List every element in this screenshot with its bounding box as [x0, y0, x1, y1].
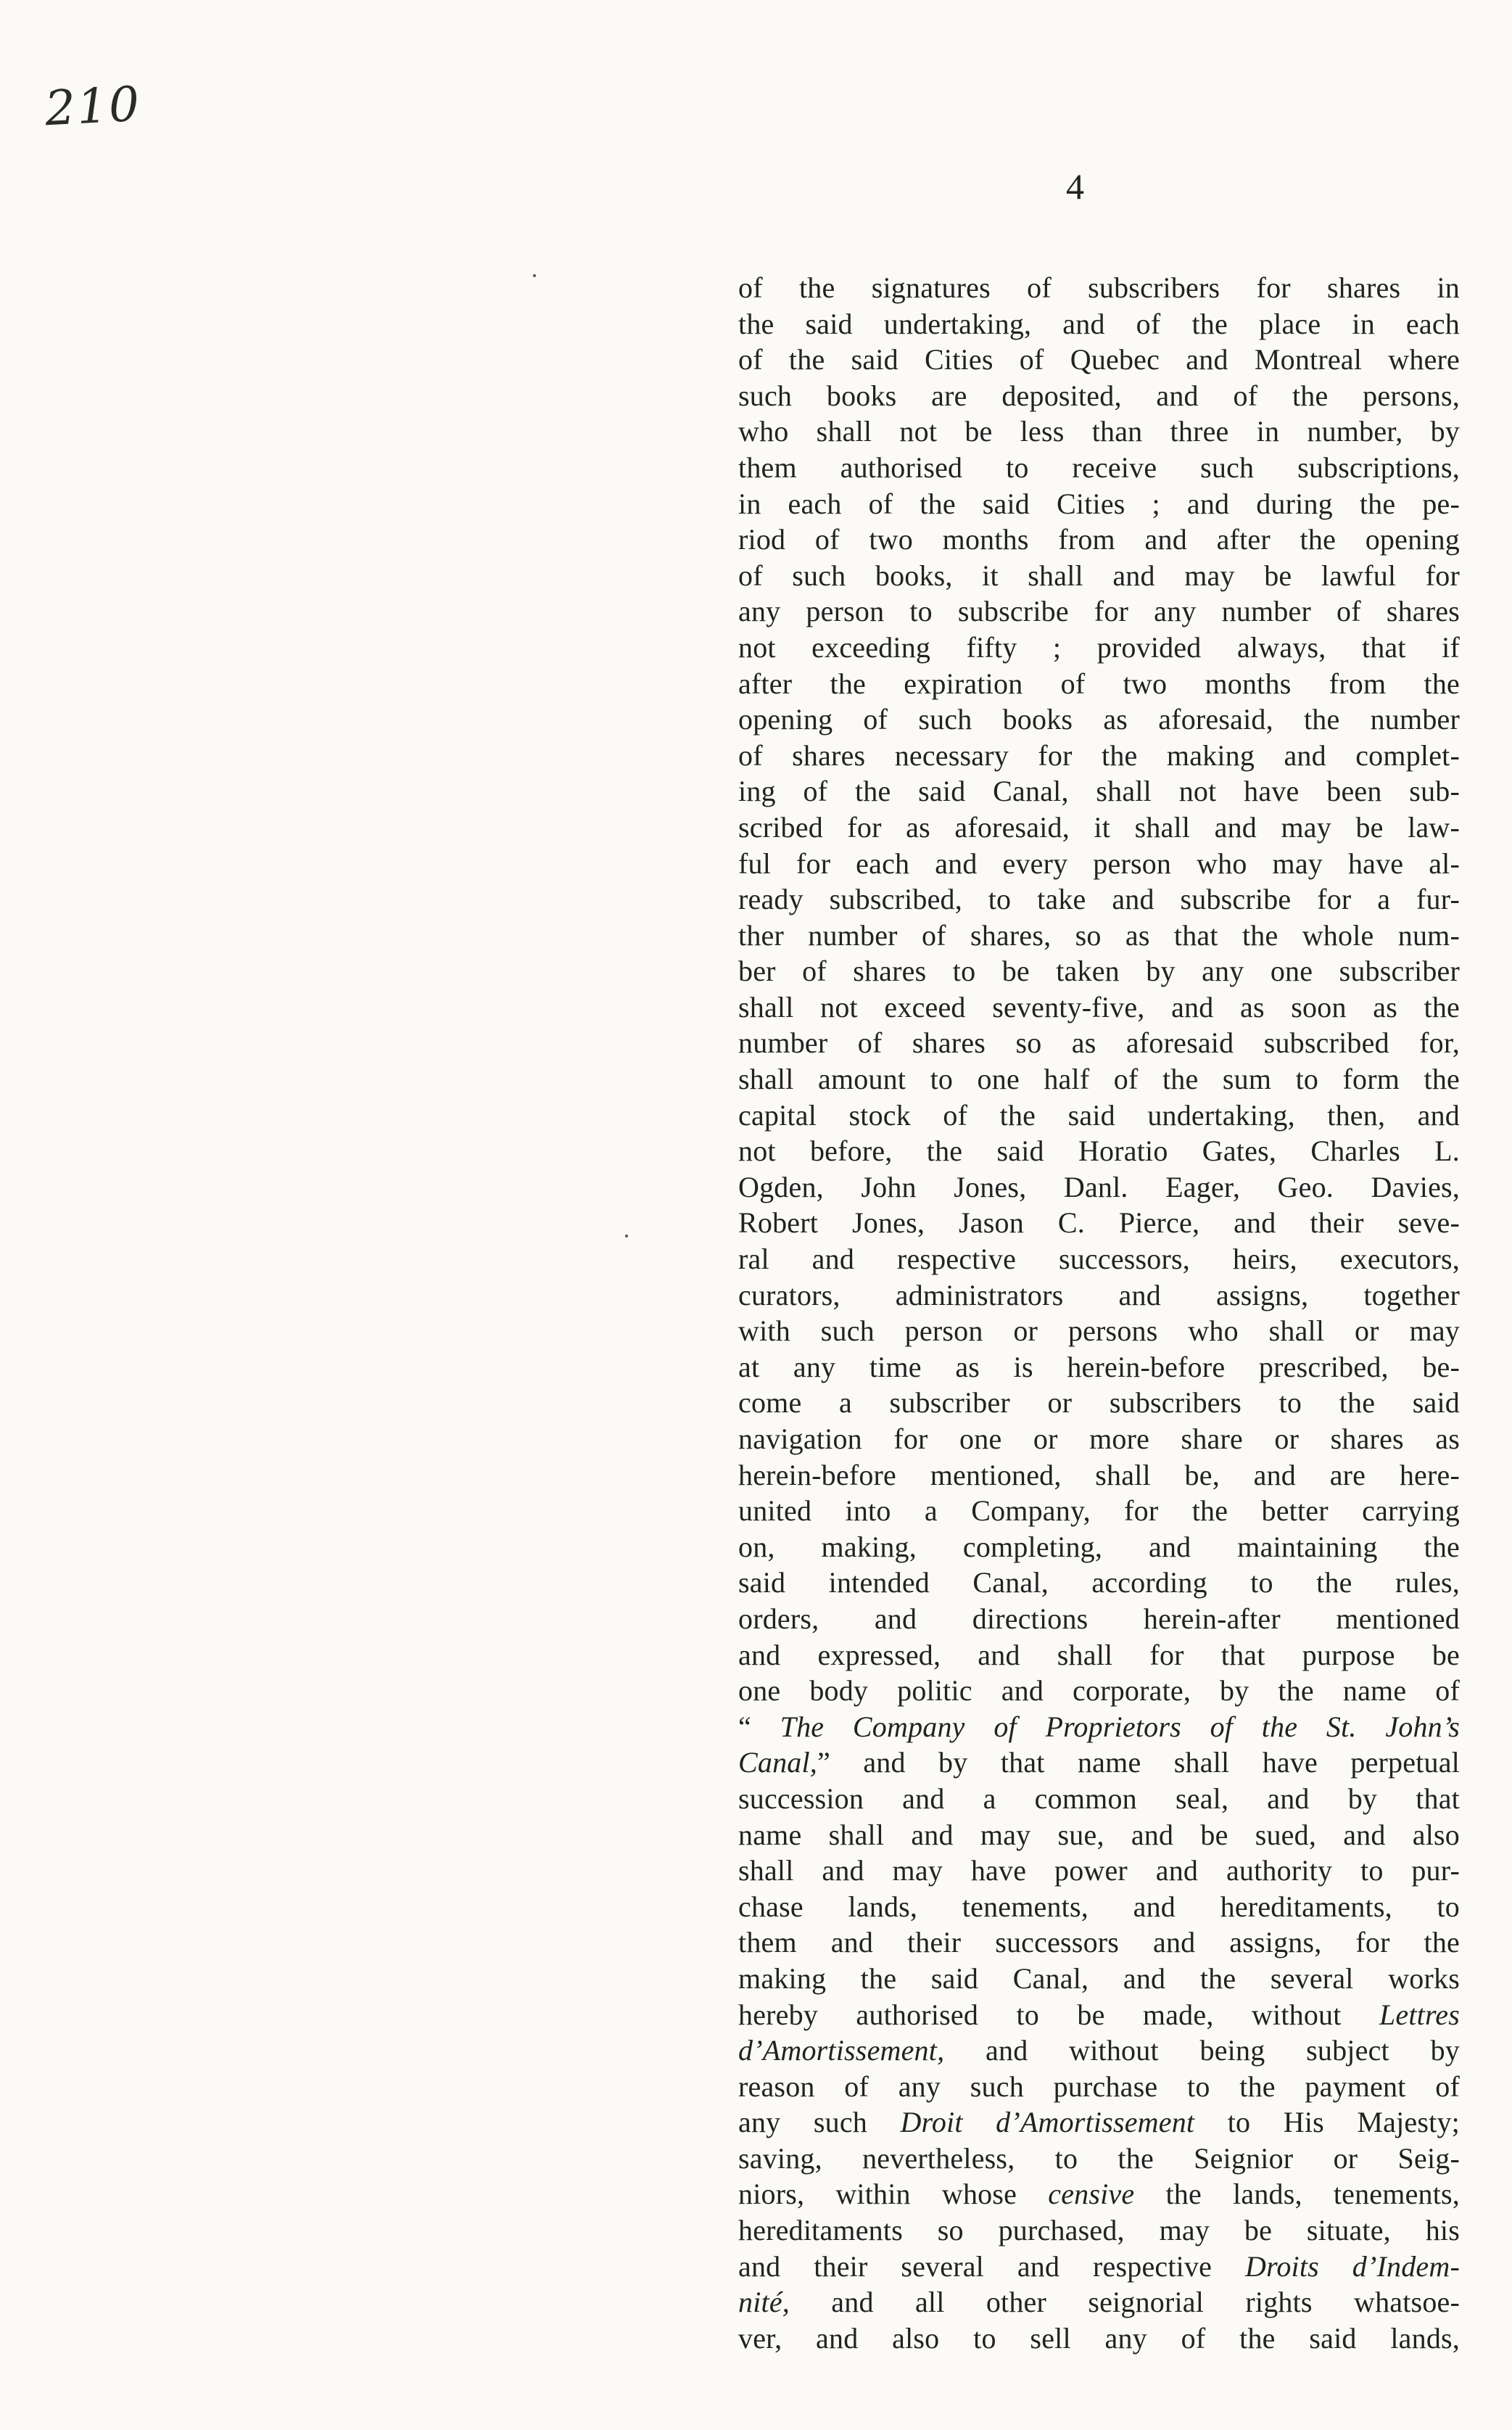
text-line	[738, 1529, 1460, 1565]
text-run: come a subscriber or subscribers to the said	[738, 1386, 1460, 1420]
text-run: on, making, completing, and maintaining the	[738, 1530, 1460, 1563]
text-line	[738, 881, 1460, 918]
text-run: making the said Canal, and the several works	[738, 1961, 1460, 1995]
italic-run: Lettres	[1379, 1998, 1460, 2031]
text-run: ful for each and every person who may have al-	[738, 847, 1460, 880]
text-run: herein-before mentioned, shall be, and are here-	[738, 1458, 1460, 1491]
text-run: chase lands, tenements, and hereditaments, to	[738, 1890, 1460, 1923]
text-run: not before, the said Horatio Gates, Charles L.	[738, 1134, 1460, 1168]
ink-speck	[625, 1235, 628, 1237]
text-line	[738, 918, 1460, 954]
text-line	[738, 1169, 1460, 1206]
text-line	[738, 1637, 1460, 1673]
text-run: shall amount to one half of the sum to form the	[738, 1063, 1460, 1096]
text-line	[738, 413, 1460, 450]
text-line	[738, 1709, 1460, 1745]
text-line	[738, 953, 1460, 989]
italic-run: nité,	[738, 2286, 790, 2319]
text-run: saving, nevertheless, to the Seignior or Seig-	[738, 2141, 1460, 2175]
text-line	[738, 1817, 1460, 1853]
text-line	[738, 1997, 1460, 2033]
text-run: niors, within whose	[738, 2178, 1049, 2211]
text-run: any person to subscribe for any number of shares	[738, 595, 1460, 628]
text-line	[738, 2032, 1460, 2069]
text-run: “	[738, 1710, 780, 1743]
text-line	[738, 1133, 1460, 1169]
text-run: hereditaments so purchased, may be situate, his	[738, 2214, 1460, 2247]
text-line	[738, 1349, 1460, 1385]
text-line	[738, 2069, 1460, 2105]
text-line	[738, 306, 1460, 342]
text-line	[738, 2284, 1460, 2320]
text-run: riod of two months from and after the opening	[738, 523, 1460, 556]
text-line	[738, 1961, 1460, 1997]
text-line	[738, 558, 1460, 594]
text-run: orders, and directions herein-after mentioned	[738, 1602, 1460, 1635]
text-line	[738, 738, 1460, 774]
text-line	[738, 810, 1460, 846]
text-run: said intended Canal, according to the rules,	[738, 1566, 1460, 1599]
italic-run: The Company of Proprietors of the St. John’s	[780, 1710, 1460, 1743]
text-line	[738, 1457, 1460, 1494]
text-run: Robert Jones, Jason C. Pierce, and their seve-	[738, 1206, 1460, 1240]
text-line	[738, 1924, 1460, 1961]
text-run: curators, administrators and assigns, together	[738, 1278, 1460, 1311]
text-line	[738, 593, 1460, 630]
text-line	[738, 270, 1460, 306]
text-line	[738, 1745, 1460, 1781]
text-run: ber of shares to be taken by any one subscriber	[738, 955, 1460, 988]
text-run: of shares necessary for the making and complet-	[738, 738, 1460, 772]
text-run: the said undertaking, and of the place in each	[738, 307, 1460, 340]
text-run: such books are deposited, and of the persons,	[738, 379, 1460, 412]
text-line	[738, 1061, 1460, 1097]
text-line	[738, 1781, 1460, 1817]
text-line	[738, 522, 1460, 558]
text-run: to His Majesty;	[1194, 2106, 1460, 2139]
text-line	[738, 1889, 1460, 1925]
italic-run: Droit d’Amortissement	[900, 2106, 1195, 2139]
text-run: them authorised to receive such subscriptions,	[738, 450, 1460, 484]
text-run: of such books, it shall and may be lawful for	[738, 559, 1460, 592]
text-line	[738, 486, 1460, 522]
italic-run: Droits d’Indem-	[1244, 2249, 1460, 2283]
text-line	[738, 1493, 1460, 1529]
page-number: 4	[1066, 166, 1084, 207]
body-text	[738, 270, 1460, 2356]
text-run: with such person or persons who shall or may	[738, 1314, 1460, 1348]
text-line	[738, 2249, 1460, 2285]
text-run: united into a Company, for the better carrying	[738, 1494, 1460, 1528]
text-line	[738, 1313, 1460, 1349]
text-line	[738, 773, 1460, 810]
text-line	[738, 989, 1460, 1026]
text-run: capital stock of the said undertaking, then, and	[738, 1098, 1460, 1132]
text-run: opening of such books as aforesaid, the number	[738, 703, 1460, 736]
text-line	[738, 701, 1460, 738]
text-run: of the signatures of subscribers for shares in	[738, 271, 1460, 304]
text-line	[738, 1241, 1460, 1277]
text-run: ral and respective successors, heirs, executors,	[738, 1243, 1460, 1276]
text-line	[738, 1097, 1460, 1134]
text-line	[738, 1205, 1460, 1241]
text-run: shall not exceed seventy-five, and as soon as the	[738, 990, 1460, 1024]
text-run: hereby authorised to be made, without	[738, 1998, 1379, 2031]
handwritten-page-note: 210	[44, 75, 142, 137]
text-run: of the said Cities of Quebec and Montreal where	[738, 343, 1460, 376]
text-run: Ogden, John Jones, Danl. Eager, Geo. Davies,	[738, 1170, 1460, 1203]
text-line	[738, 666, 1460, 702]
text-line	[738, 1385, 1460, 1421]
text-line	[738, 450, 1460, 486]
text-line	[738, 2320, 1460, 2357]
text-run: not exceeding fifty ; provided always, that if	[738, 630, 1460, 664]
text-line	[738, 630, 1460, 666]
text-run: and all other seignorial rights whatsoe-	[789, 2286, 1460, 2319]
text-line	[738, 2141, 1460, 2177]
text-run: at any time as is herein-before prescribed, be-	[738, 1350, 1460, 1383]
text-line	[738, 1853, 1460, 1889]
italic-run: d’Amortissement,	[738, 2034, 945, 2067]
text-run: and expressed, and shall for that purpose be	[738, 1638, 1460, 1671]
text-line	[738, 846, 1460, 882]
italic-run: Canal,	[738, 1746, 817, 1779]
text-line	[738, 1601, 1460, 1637]
text-run: navigation for one or more share or shares as	[738, 1422, 1460, 1455]
ink-speck	[533, 274, 536, 277]
text-run: and without being subject by	[944, 2034, 1460, 2067]
text-run: any such	[738, 2106, 901, 2139]
text-line	[738, 2104, 1460, 2141]
text-run: after the expiration of two months from the	[738, 667, 1460, 700]
text-run: succession and a common seal, and by that	[738, 1782, 1460, 1815]
text-run: in each of the said Cities ; and during the pe-	[738, 487, 1460, 520]
text-line	[738, 1673, 1460, 1709]
text-line	[738, 2212, 1460, 2249]
text-line	[738, 342, 1460, 378]
text-run: and their several and respective	[738, 2249, 1245, 2283]
text-run: scribed for as aforesaid, it shall and may be law-	[738, 810, 1460, 844]
text-run: them and their successors and assigns, for the	[738, 1926, 1460, 1959]
text-run: shall and may have power and authority to pur-	[738, 1854, 1460, 1887]
italic-run: censive	[1048, 2178, 1135, 2211]
text-line	[738, 1025, 1460, 1061]
text-run: ther number of shares, so as that the whole num-	[738, 918, 1460, 952]
text-run: ready subscribed, to take and subscribe for a fur-	[738, 883, 1460, 916]
text-run: one body politic and corporate, by the name of	[738, 1674, 1460, 1708]
text-run: ” and by that name shall have perpetual	[817, 1746, 1460, 1779]
text-run: ver, and also to sell any of the said lands,	[738, 2321, 1460, 2355]
text-run: ing of the said Canal, shall not have been sub-	[738, 775, 1460, 808]
text-line	[738, 1565, 1460, 1601]
text-run: who shall not be less than three in number, by	[738, 415, 1460, 448]
text-run: name shall and may sue, and be sued, and also	[738, 1818, 1460, 1851]
text-line	[738, 2176, 1460, 2212]
text-run: reason of any such purchase to the payment of	[738, 2069, 1460, 2103]
text-line	[738, 1421, 1460, 1457]
text-run: number of shares so as aforesaid subscribed for,	[738, 1026, 1460, 1060]
text-line	[738, 1277, 1460, 1314]
text-line	[738, 378, 1460, 414]
text-run: the lands, tenements,	[1134, 2178, 1461, 2211]
